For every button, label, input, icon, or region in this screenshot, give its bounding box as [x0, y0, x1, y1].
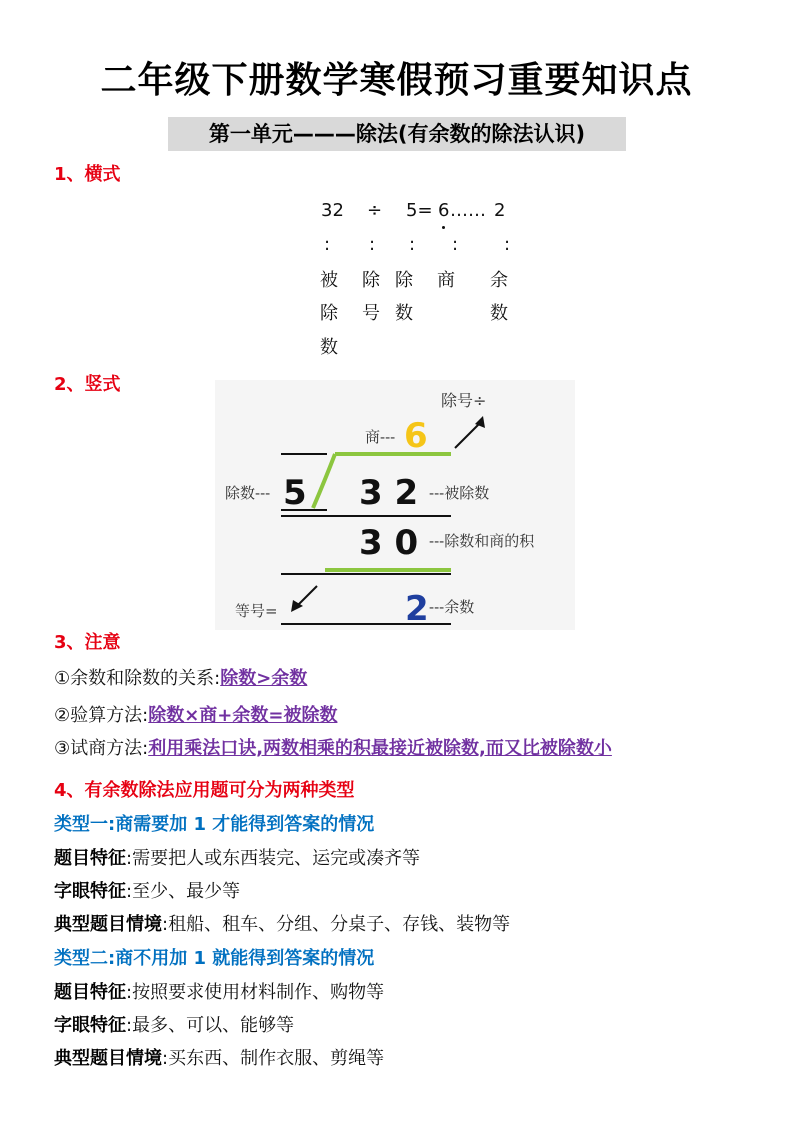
- divisor-value: 5=: [406, 200, 433, 221]
- colon-quotient: :: [452, 234, 459, 255]
- unit-heading: 第一单元———除法(有余数的除法认识): [168, 117, 626, 151]
- type1-row-keyword: [54, 877, 240, 903]
- equals-label: 等号=: [235, 602, 278, 620]
- ellipsis-dots: ……: [450, 200, 486, 221]
- type1-row-1-label: 题目特征: [54, 848, 126, 869]
- quotient-digit: 6: [404, 416, 428, 456]
- type1-row-2-label: 字眼特征: [54, 881, 126, 902]
- note-2-prefix: ②验算方法:: [54, 705, 149, 726]
- label-divisor-2: 数: [395, 303, 413, 324]
- product-digits: 3 0: [359, 523, 419, 563]
- remainder-label: ---余数: [429, 598, 475, 616]
- type2-row-2-text: :最多、可以、能够等: [126, 1015, 295, 1036]
- divisor-label: 除数---: [225, 484, 271, 502]
- section4-heading: 4、有余数除法应用题可分为两种类型: [54, 780, 355, 801]
- type2-row-keyword: [54, 1011, 294, 1037]
- type1-row-2-text: :至少、最少等: [126, 881, 241, 902]
- note-1-prefix: ①余数和除数的关系:: [54, 668, 221, 689]
- label-dividend-2: 除: [320, 303, 338, 324]
- label-dividend-3: 数: [320, 337, 338, 358]
- note-3-highlight: 利用乘法口诀,两数相乘的积最接近被除数,而又比被除数小: [148, 738, 612, 759]
- label-divsign-2: 号: [362, 303, 380, 324]
- division-sign: ÷: [367, 200, 383, 221]
- colon-dividend: :: [324, 234, 331, 255]
- quotient-dot: [442, 226, 445, 229]
- label-quotient: 商: [437, 270, 455, 291]
- type1-row-scenario: [54, 910, 510, 936]
- type2-row-3-label: 典型题目情境: [54, 1048, 162, 1069]
- div-sign-label: 除号÷: [441, 391, 487, 410]
- long-division-diagram: [215, 380, 575, 630]
- type2-row-scenario: [54, 1044, 384, 1070]
- product-label: ---除数和商的积: [429, 532, 535, 550]
- label-divisor-1: 除: [395, 270, 413, 291]
- colon-remainder: :: [504, 234, 511, 255]
- note-item-2: [54, 701, 337, 727]
- quotient-value: 6: [438, 200, 450, 221]
- note-1-highlight: 除数>余数: [220, 668, 308, 689]
- type2-row-3-text: :买东西、制作衣服、剪绳等: [162, 1048, 385, 1069]
- label-remainder-2: 数: [490, 303, 508, 324]
- note-3-prefix: ③试商方法:: [54, 738, 149, 759]
- type2-row-feature: [54, 978, 384, 1004]
- divisor-digit: 5: [283, 473, 307, 513]
- type1-row-1-text: :需要把人或东西装完、运完或凑齐等: [126, 848, 421, 869]
- type2-row-2-label: 字眼特征: [54, 1015, 126, 1036]
- type2-row-1-text: :按照要求使用材料制作、购物等: [126, 982, 385, 1003]
- type1-row-feature: [54, 844, 420, 870]
- label-dividend-1: 被: [320, 270, 338, 291]
- section2-heading: 2、竖式: [54, 374, 121, 395]
- type1-row-3-label: 典型题目情境: [54, 914, 162, 935]
- note-item-1: [54, 664, 307, 690]
- page-title: 二年级下册数学寒假预习重要知识点: [100, 60, 693, 101]
- remainder-value: 2: [494, 200, 506, 221]
- note-item-3: [54, 734, 612, 760]
- type1-title: 类型一:商需要加 1 才能得到答案的情况: [54, 814, 375, 835]
- quotient-label: 商---: [365, 428, 396, 446]
- type2-title: 类型二:商不用加 1 就能得到答案的情况: [54, 948, 375, 969]
- dividend-value: 32: [321, 200, 344, 221]
- colon-divisor: :: [409, 234, 416, 255]
- type2-row-1-label: 题目特征: [54, 982, 126, 1003]
- section3-heading: 3、注意: [54, 632, 121, 653]
- label-divsign-1: 除: [362, 270, 380, 291]
- label-remainder-1: 余: [490, 270, 508, 291]
- section1-heading: 1、横式: [54, 164, 121, 185]
- remainder-digit: 2: [405, 589, 429, 629]
- dividend-digits: 3 2: [359, 473, 419, 513]
- note-2-highlight: 除数×商+余数=被除数: [148, 705, 338, 726]
- dividend-label: ---被除数: [429, 484, 490, 502]
- colon-div-sign: :: [369, 234, 376, 255]
- type1-row-3-text: :租船、租车、分组、分桌子、存钱、装物等: [162, 914, 511, 935]
